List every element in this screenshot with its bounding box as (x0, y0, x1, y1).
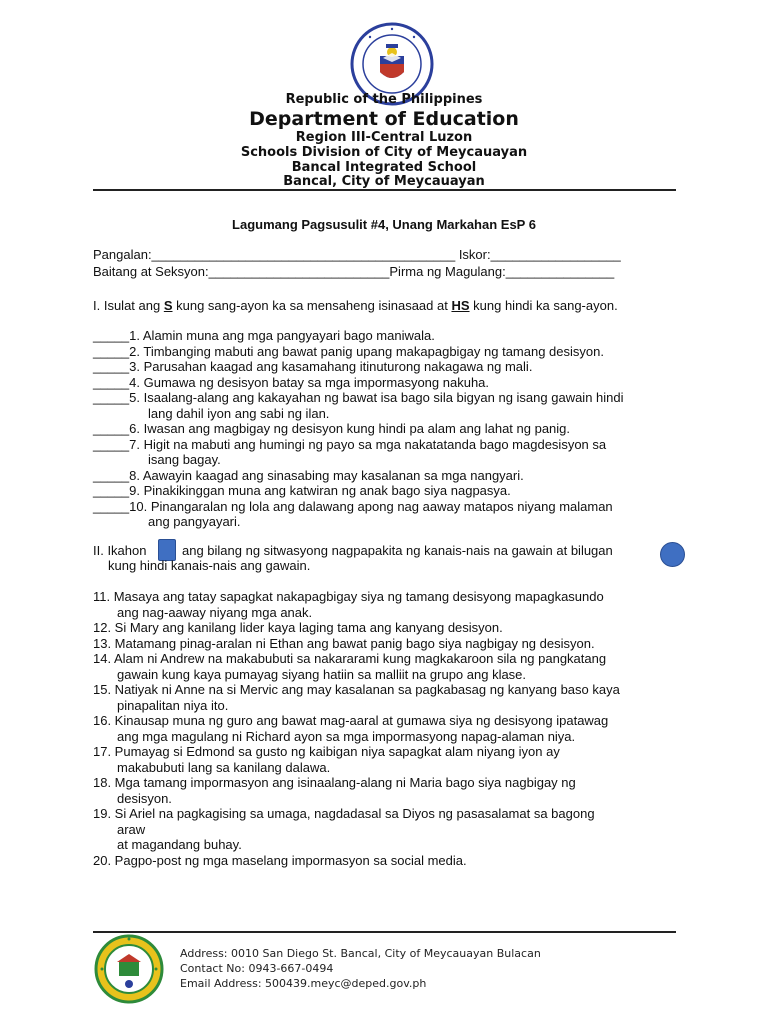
question-item-line: ang pangyayari. (148, 514, 241, 529)
situation-item-line: 15. Natiyak ni Anne na si Mervic ang may kasalanan sa pagkabasag ng kanyang baso kaya (93, 682, 620, 697)
situation-item-line: 16. Kinausap muna ng guro ang bawat mag-aaral at gumawa siya ng desisyong ipatawag (93, 713, 609, 728)
header-school: Bancal Integrated School (291, 160, 477, 175)
situation-item-line: at magandang buhay. (117, 837, 242, 852)
situation-item-line: desisyon. (117, 790, 172, 806)
question-item (93, 344, 693, 360)
question-item (93, 499, 693, 530)
situation-item-line: 19. Si Ariel na pagkagising sa umaga, nagdadasal sa Diyos ng pasasalamat sa bagong (93, 806, 595, 821)
part2-instructions: II. Ikahon (93, 543, 147, 558)
situation-item (93, 806, 683, 837)
situation-item-line: 12. Si Mary ang kanilang lider kaya laging tama ang kanyang desisyon. (93, 620, 503, 635)
question-item (93, 437, 693, 468)
question-item-line: _____7. Higit na mabuti ang humingi ng payo sa mga nakatatanda bago magdesisyon sa (93, 436, 607, 452)
school-logo (94, 934, 164, 1004)
part2-list (93, 589, 683, 868)
situation-item (93, 775, 683, 806)
question-item-line: _____4. Gumawa ng desisyon batay sa mga impormasyong nakuha. (93, 374, 490, 390)
header-republic: Republic of the Philippines (285, 92, 483, 107)
name-score-row: Pangalan:__________________________________________ Iskor:__________________ (93, 247, 621, 262)
header-region: Region III-Central Luzon (295, 130, 473, 145)
situation-item (93, 589, 683, 620)
situation-item (93, 636, 683, 652)
question-item-line: _____9. Pinakikinggan muna ang katwiran ng anak bago siya nagpasya. (93, 483, 511, 498)
situation-item (93, 744, 683, 775)
part2-instructions-cont: ang bilang ng sitwasyong nagpapakita ng kanais-nais na gawain at bilugan (182, 543, 613, 558)
part1-list (93, 328, 693, 530)
header-rule (93, 189, 676, 191)
situation-item-line: 13. Matamang pinag-aralan ni Ethan ang bawat panig bago siya nagbigay ng desisyon. (93, 635, 595, 651)
header-location: Bancal, City of Meycauayan (283, 174, 485, 189)
question-item-line: _____10. Pinangaralan ng lola ang dalawang apong nag aaway matapos niyang malaman (93, 498, 613, 514)
situation-item (93, 620, 683, 636)
circle-icon (660, 542, 685, 567)
part1-instructions: I. Isulat ang S kung sang-ayon ka sa mensaheng isinasaad at HS kung hindi ka sang-ayon. (93, 298, 618, 313)
question-item-line: _____3. Parusahan kaagad ang kasamahang itinuturong nakagawa ng mali. (93, 359, 533, 374)
header-department: Department of Education (249, 108, 519, 130)
section-signature-row: Baitang at Seksyon:_________________________Pirma ng Magulang:_______________ (93, 264, 615, 279)
footer-contact: Contact No: 0943-667-0494 (180, 962, 334, 975)
situation-item-line: pinapalitan niya ito. (117, 697, 229, 713)
question-item-line: _____5. Isaalang-alang ang kakayahan ng bawat isa bago sila bigyan ng isang gawain hindi (93, 390, 624, 405)
situation-item-line: araw (117, 821, 146, 837)
situation-item (93, 713, 683, 744)
situation-item-line: 11. Masaya ang tatay sapagkat nakapagbigay siya ng tamang desisyong mapagkasundo (93, 589, 604, 604)
situation-item (93, 682, 683, 713)
situation-item-line: makabubuti lang sa kanilang dalawa. (117, 759, 331, 775)
part2-instructions-line2: kung hindi kanais-nais ang gawain. (108, 558, 311, 573)
question-item (93, 468, 693, 484)
question-item-line: isang bagay. (148, 452, 221, 467)
situation-item-line: 18. Mga tamang impormasyon ang isinaalang-alang ni Maria bago siya nagbigay ng (93, 775, 576, 790)
situation-item (93, 853, 683, 869)
question-item (93, 483, 693, 499)
situation-item-line: 20. Pagpo-post ng mga maselang impormasyon sa social media. (93, 852, 467, 868)
question-item (93, 328, 693, 344)
footer-rule (93, 931, 676, 933)
footer-email: Email Address: 500439.meyc@deped.gov.ph (180, 977, 427, 990)
situation-item (93, 651, 683, 682)
situation-item-line: gawain kung kaya pumayag siyang hatiin sa malliit na grupo ang klase. (117, 666, 527, 682)
question-item-line: _____2. Timbanging mabuti ang bawat panig upang makapagbigay ng tamang desisyon. (93, 343, 604, 359)
situation-item (93, 837, 683, 853)
situation-item-line: 14. Alam ni Andrew na makabubuti sa nakararami kung magkakaroon sila ng pangkatang (93, 651, 607, 666)
question-item-line: _____8. Aawayin kaagad ang sinasabing may kasalanan sa mga nangyari. (93, 467, 524, 483)
footer-address: Address: 0010 San Diego St. Bancal, City of Meycauayan Bulacan (180, 947, 541, 960)
question-item (93, 421, 693, 437)
test-title: Lagumang Pagsusulit #4, Unang Markahan EsP 6 (232, 217, 536, 232)
question-item-line: _____1. Alamin muna ang mga pangyayari bago maniwala. (93, 328, 435, 343)
question-item (93, 375, 693, 391)
question-item-line: lang dahil iyon ang sabi ng ilan. (148, 405, 330, 421)
question-item (93, 390, 693, 421)
header-division: Schools Division of City of Meycauayan (240, 145, 528, 160)
situation-item-line: 17. Pumayag si Edmond sa gusto ng kaibigan niya sapagkat alam niyang iyon ay (93, 744, 560, 759)
situation-item-line: ang mga magulang ni Richard ayon sa mga impormasyong napag-alaman niya. (117, 728, 576, 744)
situation-item-line: ang nag-aaway niyang mga anak. (117, 604, 313, 620)
question-item-line: _____6. Iwasan ang magbigay ng desisyon kung hindi pa alam ang lahat ng panig. (93, 421, 571, 436)
question-item (93, 359, 693, 375)
